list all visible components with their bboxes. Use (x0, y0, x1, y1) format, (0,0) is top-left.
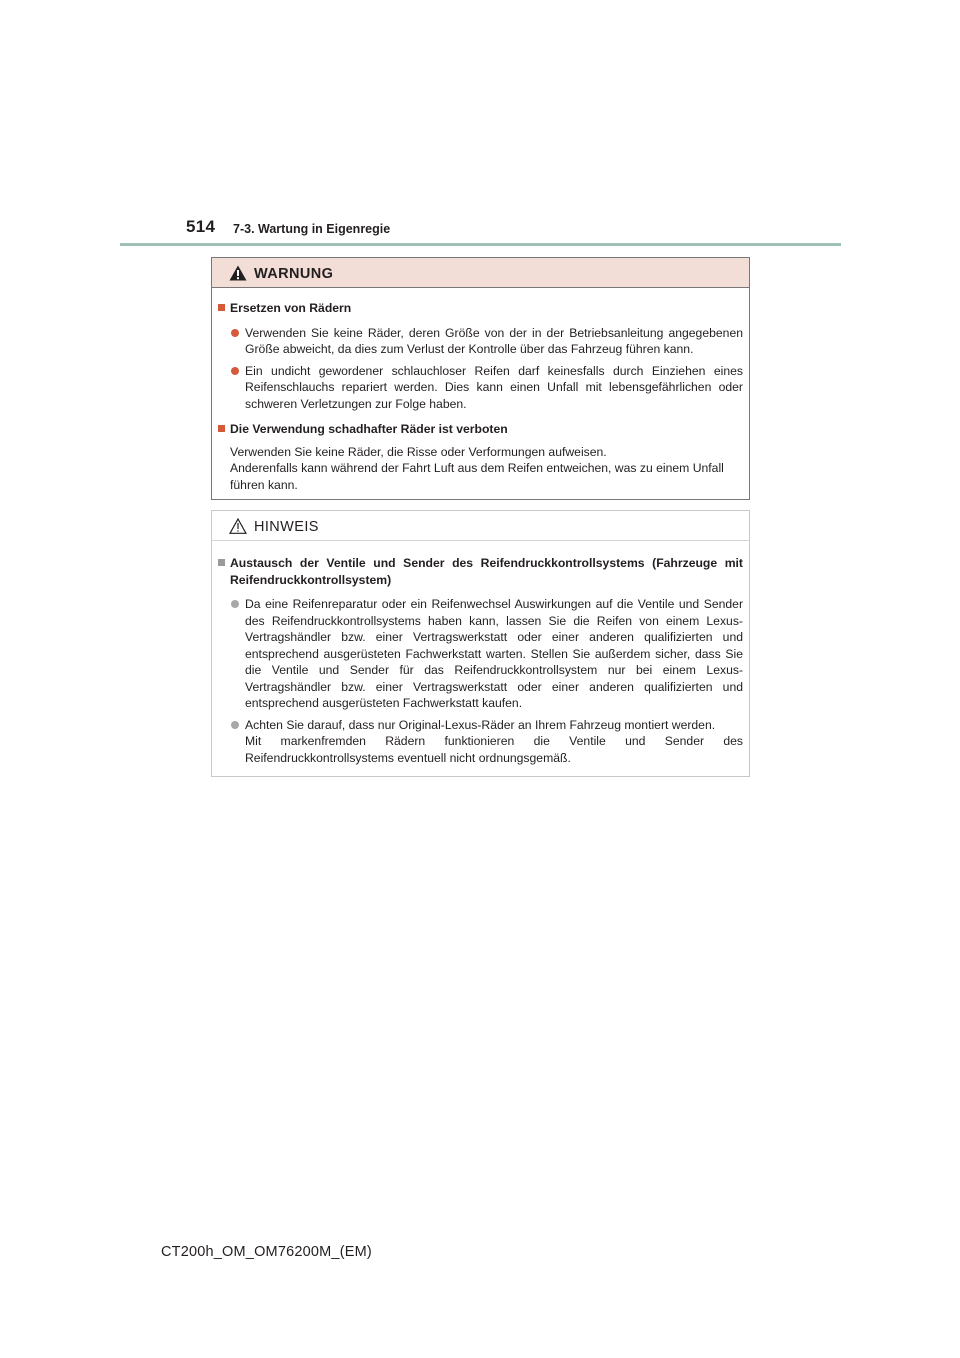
page-number: 514 (186, 217, 216, 236)
notice-label: HINWEIS (254, 519, 319, 535)
bullet-text: Mit markenfremden Rädern funktionieren die Ventile und Sender des Reifendruckkontrollsystems eventuell nicht ordnungsgemäß. (245, 734, 743, 765)
warning-heading-damaged-wheels (218, 421, 743, 438)
document-code: CT200h_OM_OM76200M_(EM) (161, 1244, 372, 1260)
square-bullet-icon (218, 559, 225, 566)
heading-text: Die Verwendung schadhafter Räder ist verboten (230, 422, 508, 436)
warning-triangle-icon (229, 265, 247, 281)
notice-header (212, 511, 749, 541)
round-bullet-icon (231, 600, 239, 608)
bullet-text: Achten Sie darauf, dass nur Original-Lexus-Räder an Ihrem Fahrzeug montiert werden. (245, 717, 716, 732)
warning-paragraph: Anderenfalls kann während der Fahrt Luft aus dem Reifen entweichen, was zu einem Unfall führen kann. (230, 461, 724, 492)
warning-bullet (218, 325, 743, 358)
heading-text: Austausch der Ventile und Sender des Reifendruckkontrollsystems (Fahrzeuge mit Reifendruckkontrollsystem) (230, 556, 743, 587)
warning-box (211, 257, 750, 500)
section-title: 7-3. Wartung in Eigenregie (233, 222, 391, 236)
heading-text: Ersetzen von Rädern (230, 301, 352, 315)
warning-paragraph: Verwenden Sie keine Räder, die Risse oder Verformungen aufweisen. (230, 444, 607, 459)
header-rule (120, 243, 841, 246)
notice-box (211, 510, 750, 777)
square-bullet-icon (218, 304, 225, 311)
bullet-text: Verwenden Sie keine Räder, deren Größe von der in der Betriebsanleitung angegebenen Größe abweicht, da dies zum Verlust der Kontrolle über das Fahrzeug führen kann. (245, 325, 743, 356)
warning-header (212, 258, 749, 288)
bullet-text: Ein undicht gewordener schlauchloser Reifen darf keinesfalls durch Einziehen eines Reifenschlauchs repariert werden. Dies kann einen Unfall mit lebensgefährlichen oder schweren Verletzungen zur Folge haben. (245, 363, 743, 411)
round-bullet-icon (231, 721, 239, 729)
warning-bullet (218, 363, 743, 413)
square-bullet-icon (218, 425, 225, 432)
notice-bullet (218, 596, 743, 712)
caution-triangle-icon (229, 518, 247, 534)
notice-heading-valves-transmitters (218, 555, 743, 588)
warning-label: WARNUNG (254, 266, 334, 282)
bullet-text: Da eine Reifenreparatur oder ein Reifenwechsel Auswirkungen auf die Ventile und Sender des Reifendruckkontrollsystems haben kann, lassen Sie die Reifen von einem Lexus-Vertragshändler bzw. einer Vertragswerkstatt oder einer anderen qualifizierten und entsprechend ausgerüsteten Fachwerkstatt warten. Stellen Sie außerdem sicher, dass Sie die Ventile und Sender für das Reifendruckkontrollsystem nur bei einem Lexus-Vertragshändler bzw. einer Vertragswerkstatt oder einer anderen qualifizierten und entsprechend ausgerüsteten Fachwerkstatt kaufen. (245, 597, 743, 710)
warning-heading-wheel-replacement (218, 300, 743, 317)
round-bullet-icon (231, 367, 239, 375)
round-bullet-icon (231, 329, 239, 337)
notice-bullet (218, 717, 743, 767)
